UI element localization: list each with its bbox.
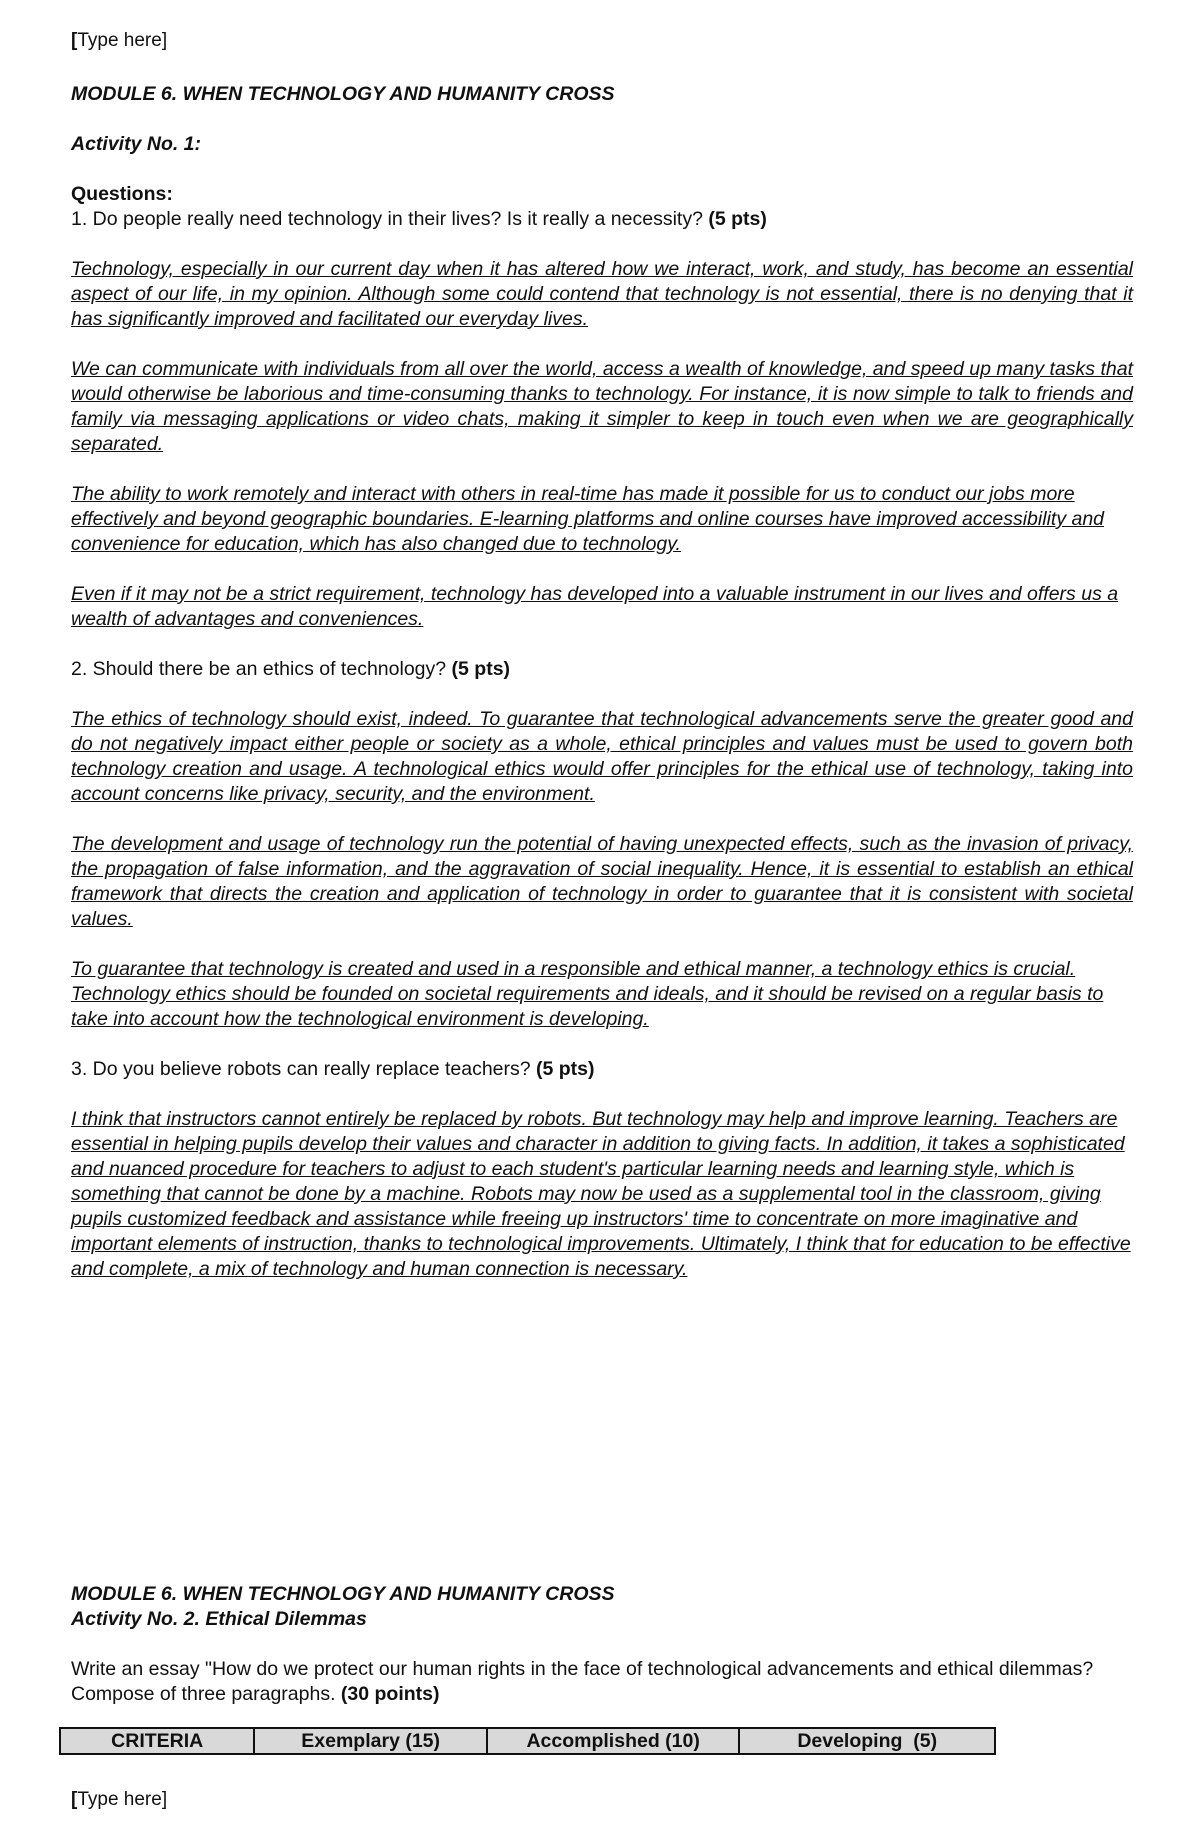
page-header	[71, 30, 167, 52]
q3-answer-paragraph-1: I think that instructors cannot entirely be replaced by robots. But technology may help and improve learning. Teachers are essential in helping pupils develop their values and character in addition to giving facts. In addition, it takes a sophisticated and nuanced procedure for teachers to adjust to each student's particular learning needs and learning style, which is something that cannot be done by a machine. Robots may now be used as a supplemental tool in the classroom, giving pupils customized feedback and assistance while freeing up instructors' time to concentrate on more imaginative and important elements of instruction, thanks to technological improvements. Ultimately, I think that for education to be effective and complete, a mix of technology and human connection is necessary.	[71, 1108, 1131, 1280]
question-3-points: (5 pts)	[536, 1058, 595, 1080]
header-text: Type here]	[77, 30, 168, 51]
activity-2-title: Activity No. 2. Ethical Dilemmas	[71, 1608, 367, 1630]
rubric-header-developing: Developing (5)	[739, 1728, 995, 1754]
question-1-points: (5 pts)	[708, 208, 767, 230]
q1-answer-paragraph-1: Technology, especially in our current day when it has altered how we interact, work, and study, has become an essential aspect of our life, in my opinion. Although some could contend that technology is not essential, there is no denying that it has significantly improved and facilitated our everyday lives.	[71, 258, 1133, 330]
question-1	[71, 207, 1133, 232]
question-2-points: (5 pts)	[451, 658, 511, 680]
page-footer	[71, 1789, 167, 1811]
questions-label: Questions:	[71, 183, 173, 205]
activity-2-prompt-text: Write an essay "How do we protect our human rights in the face of technological advancements and ethical dilemmas? Compose of three paragraphs.	[71, 1658, 1094, 1705]
question-2	[71, 657, 1133, 682]
activity-2-points: (30 points)	[340, 1683, 440, 1705]
rubric-header-row	[60, 1728, 995, 1754]
activity-1-title: Activity No. 1:	[71, 133, 202, 155]
q2-answer-paragraph-1: The ethics of technology should exist, indeed. To guarantee that technological advancements serve the greater good and do not negatively impact either people or society as a whole, ethical principles and values must be used to govern both technology creation and usage. A technological ethics would offer principles for the ethical use of technology, taking into account concerns like privacy, security, and the environment.	[71, 708, 1133, 805]
rubric-table	[59, 1727, 996, 1755]
activity-2-prompt	[71, 1657, 1133, 1707]
rubric-header-criteria: CRITERIA	[60, 1728, 254, 1754]
question-3-text: 3. Do you believe robots can really replace teachers?	[71, 1058, 537, 1080]
rubric-header-exemplary: Exemplary (15)	[254, 1728, 486, 1754]
question-1-text: 1. Do people really need technology in their lives? Is it really a necessity?	[71, 208, 709, 230]
footer-bracket: [	[71, 1789, 78, 1810]
module-title-repeat: MODULE 6. WHEN TECHNOLOGY AND HUMANITY CROSS	[71, 1583, 615, 1605]
header-bracket: [	[71, 30, 78, 51]
question-2-text: 2. Should there be an ethics of technology?	[71, 658, 452, 680]
q2-answer-paragraph-3: To guarantee that technology is created and used in a responsible and ethical manner, a technology ethics is crucial. Technology ethics should be founded on societal requirements and ideals, and it should be revised on a regular basis to take into account how the technological environment is developing.	[71, 958, 1104, 1030]
footer-text: Type here]	[77, 1789, 168, 1810]
q1-answer-paragraph-4: Even if it may not be a strict requirement, technology has developed into a valuable instrument in our lives and offers us a wealth of advantages and conveniences.	[71, 583, 1119, 630]
q2-answer-paragraph-2: The development and usage of technology run the potential of having unexpected effects, such as the invasion of privacy, the propagation of false information, and the aggravation of social inequality. Hence, it is essential to establish an ethical framework that directs the creation and application of technology in order to guarantee that it is consistent with societal values.	[71, 833, 1133, 930]
q1-answer-paragraph-3: The ability to work remotely and interact with others in real-time has made it possible for us to conduct our jobs more effectively and beyond geographic boundaries. E-learning platforms and online courses have improved accessibility and convenience for education, which has also changed due to technology.	[71, 483, 1105, 555]
module-title: MODULE 6. WHEN TECHNOLOGY AND HUMANITY CROSS	[71, 83, 615, 105]
question-3	[71, 1057, 1133, 1082]
rubric-header-accomplished: Accomplished (10)	[487, 1728, 740, 1754]
q1-answer-paragraph-2: We can communicate with individuals from all over the world, access a wealth of knowledge, and speed up many tasks that would otherwise be laborious and time-consuming thanks to technology. For instance, it is now simple to talk to friends and family via messaging applications or video chats, making it simpler to keep in touch even when we are geographically separated.	[71, 358, 1133, 455]
